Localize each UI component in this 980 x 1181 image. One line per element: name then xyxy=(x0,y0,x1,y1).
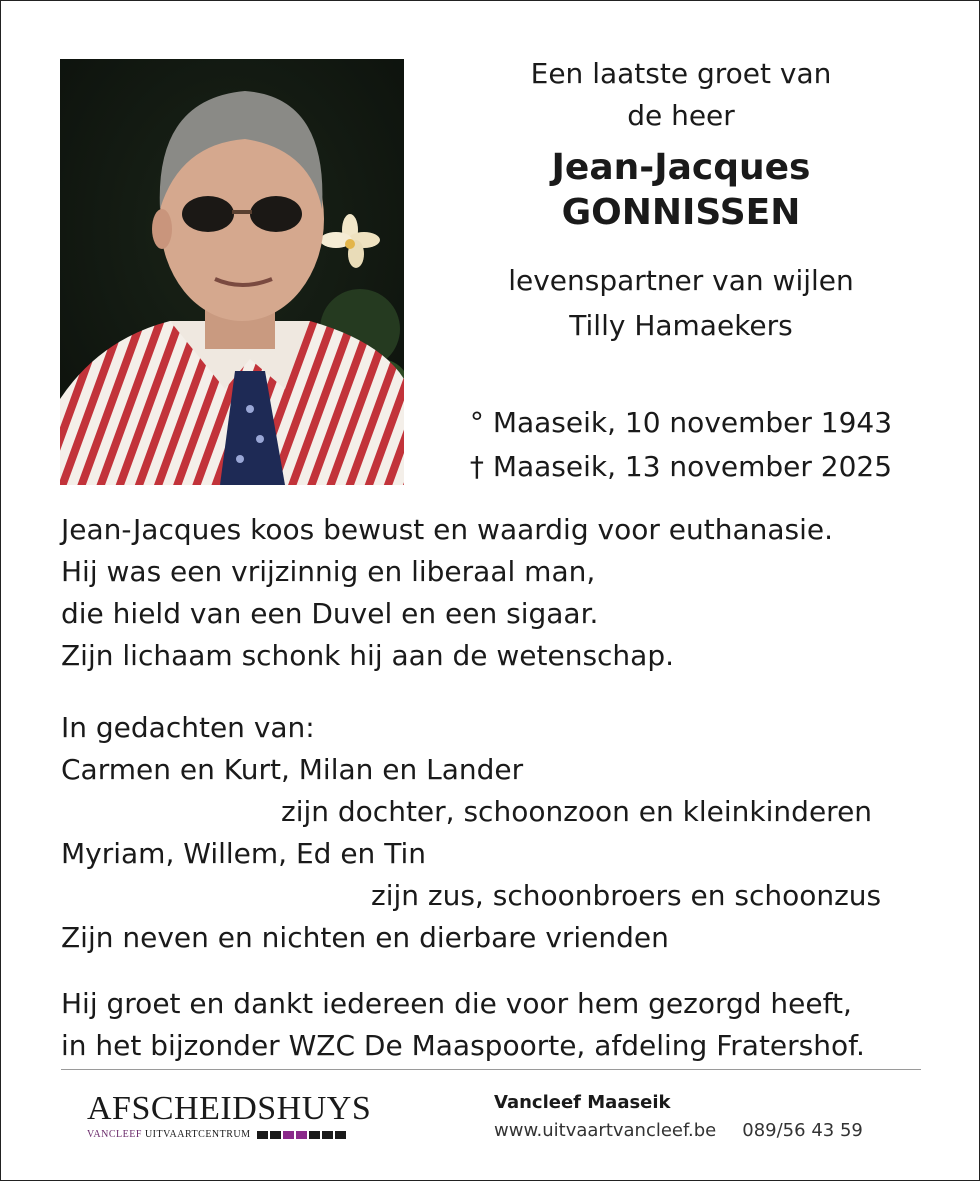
partner-line-2: Tilly Hamaekers xyxy=(569,309,793,342)
body-text xyxy=(61,509,941,1067)
family-1-relation: zijn dochter, schoonzoon en kleinkinderen xyxy=(281,795,873,828)
logo-sub-text xyxy=(87,1129,251,1140)
contact-block xyxy=(494,1091,914,1145)
logo-title: AFSCHEIDSHUYS xyxy=(87,1090,372,1127)
greeting-line-2: de heer xyxy=(627,99,735,132)
website-link[interactable]: www.uitvaartvancleef.be xyxy=(494,1120,717,1141)
greeting-line-1: Een laatste groet van xyxy=(530,57,832,90)
memory-intro: In gedachten van: xyxy=(61,711,315,744)
dates-block xyxy=(441,401,921,489)
contact-line xyxy=(494,1117,914,1145)
family-2-relation: zijn zus, schoonbroers en schoonzus xyxy=(371,879,882,912)
tribute-line: Hij was een vrijzinnig en liberaal man, xyxy=(61,555,596,588)
funeral-home-logo xyxy=(87,1090,372,1140)
portrait-photo xyxy=(60,59,404,485)
logo-blocks-icon xyxy=(257,1131,348,1139)
logo-sub-left: VANCLEEF xyxy=(87,1129,142,1140)
logo-sub-right: UITVAARTCENTRUM xyxy=(144,1129,251,1140)
deceased-last-name: GONNISSEN xyxy=(561,192,801,233)
deceased-first-name: Jean-Jacques xyxy=(551,147,811,188)
tribute-line: Zijn lichaam schonk hij aan de wetenschap. xyxy=(61,639,675,672)
header-block xyxy=(441,53,921,347)
phone-number[interactable]: 089/56 43 59 xyxy=(742,1120,863,1141)
footer-divider xyxy=(61,1069,921,1070)
tribute-line: die hield van een Duvel en een sigaar. xyxy=(61,597,599,630)
others-line: Zijn neven en nichten en dierbare vrienden xyxy=(61,921,669,954)
birth-date: ° Maaseik, 10 november 1943 xyxy=(469,406,893,439)
death-date: † Maaseik, 13 november 2025 xyxy=(469,450,893,483)
tribute-line: Jean-Jacques koos bewust en waardig voor euthanasie. xyxy=(61,513,834,546)
thanks-line: in het bijzonder WZC De Maaspoorte, afdeling Fratershof. xyxy=(61,1029,865,1062)
logo-subline xyxy=(87,1129,339,1140)
company-name: Vancleef Maaseik xyxy=(494,1092,671,1113)
partner-line-1: levenspartner van wijlen xyxy=(508,264,854,297)
family-1-names: Carmen en Kurt, Milan en Lander xyxy=(61,753,524,786)
family-2-names: Myriam, Willem, Ed en Tin xyxy=(61,837,426,870)
thanks-line: Hij groet en dankt iedereen die voor hem gezorgd heeft, xyxy=(61,987,852,1020)
